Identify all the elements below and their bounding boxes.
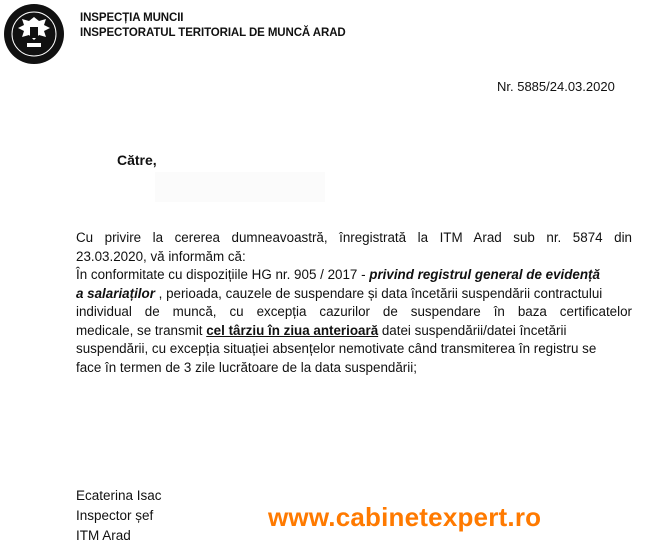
- body-line-8: face în termen de 3 zile lucrătoare de la data suspendării;: [76, 359, 417, 375]
- letter-body: [76, 229, 632, 377]
- website-watermark: www.cabinetexpert.ro: [268, 502, 542, 532]
- body-line-5: individual de muncă, cu excepția cazurilor de suspendare în baza certificatelor: [76, 304, 632, 319]
- body-line-6-a: medicale, se transmit: [76, 322, 207, 338]
- body-line-2: 23.03.2020, vă informăm că:: [76, 248, 246, 264]
- header-line-2: INSPECTORATUL TERITORIAL DE MUNCĂ ARAD: [80, 27, 346, 39]
- body-line-6-c: datei suspendării/datei încetării: [378, 322, 567, 338]
- header-line-1: INSPECȚIA MUNCII: [80, 12, 184, 24]
- body-line-7: suspendării, cu excepția situației absențelor nemotivate când transmiterea în registru se: [76, 341, 597, 356]
- body-line-6: [76, 322, 632, 341]
- regulation-title-cont: a salariaților: [76, 285, 155, 301]
- deadline-emphasis: cel târziu în ziua anterioară: [206, 322, 379, 338]
- signature-block: [76, 486, 162, 546]
- reference-number: Nr. 5885/24.03.2020: [497, 79, 615, 94]
- body-line-1: Cu privire la cererea dumneavoastră, înregistrată la ITM Arad sub nr. 5874 din: [76, 230, 632, 245]
- body-line-4: [76, 285, 632, 304]
- signatory-name: Ecaterina Isac: [76, 488, 162, 503]
- body-line-4-text: , perioada, cauzele de suspendare și data încetării suspendării contractului: [154, 285, 603, 301]
- regulation-title: privind registrul general de evidență: [369, 267, 600, 282]
- salutation: Către,: [117, 152, 157, 168]
- institution-header: [80, 11, 346, 41]
- body-line-3-text: În conformitate cu dispozițiile HG nr. 905 / 2017 -: [76, 267, 370, 282]
- signatory-org: ITM Arad: [76, 528, 131, 543]
- signatory-title: Inspector șef: [76, 508, 154, 523]
- romanian-coat-of-arms-seal: [3, 3, 65, 65]
- redacted-recipient: [155, 172, 325, 202]
- body-line-3: [76, 266, 632, 285]
